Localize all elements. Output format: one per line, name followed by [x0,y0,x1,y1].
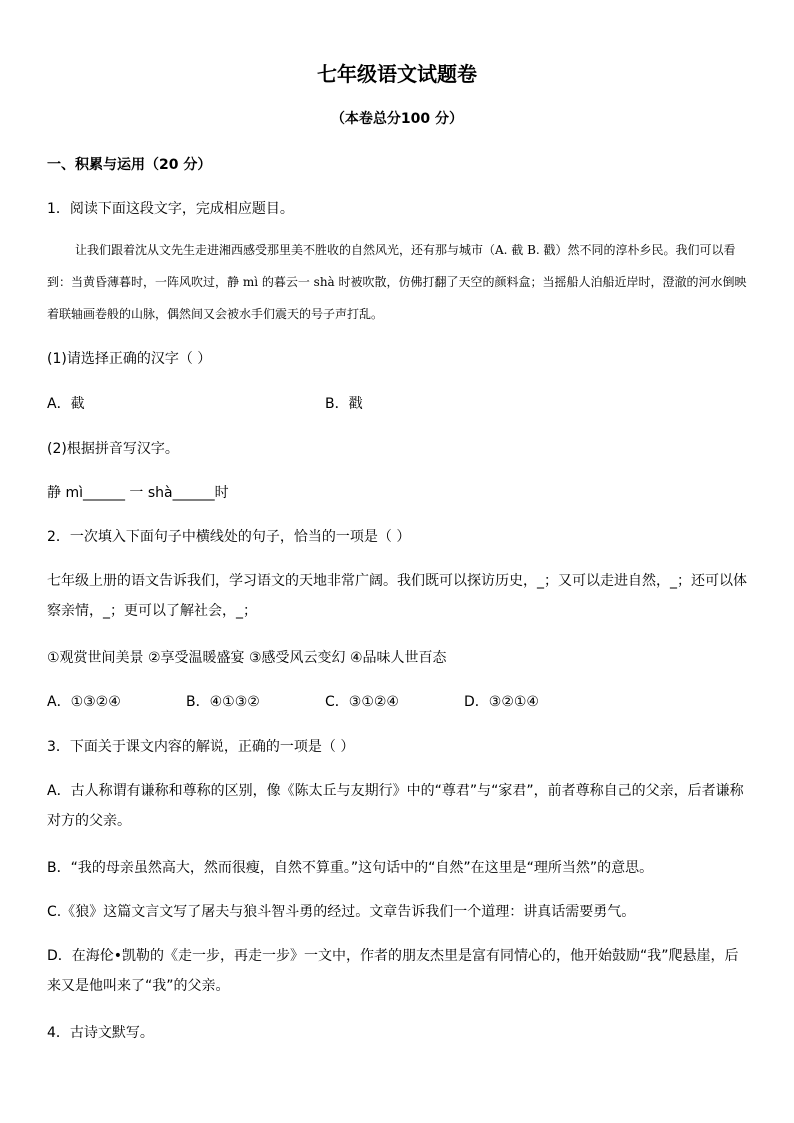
question-2-option-d: D．③②①④ [464,694,539,710]
question-2-option-b: B．④①③② [186,694,260,710]
question-3-option-a: A．古人称谓有谦称和尊称的区别，像《陈太丘与友期行》中的“尊君”与“家君”，前者尊称自己的父亲，后者谦称对方的父亲。 [47,783,744,829]
question-2-stem: 2．一次填入下面句子中横线处的句子，恰当的一项是（ ） [47,529,411,545]
question-1-fill-blank: 静 mì______ 一 shà______时 [47,485,229,501]
question-3-option-b: B．“我的母亲虽然高大，然而很瘦，自然不算重。”这句话中的“自然”在这里是“理所当然”的意思。 [47,860,654,876]
question-1-passage: 让我们跟着沈从文先生走进湘西感受那里美不胜收的自然风光，还有那与城市（A. 截 B. 戳）然不同的淳朴乡民。我们可以看到：当黄昏薄暮时，一阵风吹过，静 mì 的暮云一 shà 时被吹散，仿佛打翻了天空的颜料盒；当摇船人泊船近岸时，澄澈的河水倒映着联轴画卷般的山脉，偶然间又会被水手们震天的号子声打乱。 [47,243,747,321]
question-3-stem: 3．下面关于课文内容的解说，正确的一项是（ ） [47,739,355,755]
question-1-option-a: A．截 [47,396,85,412]
question-1-sub2: (2)根据拼音写汉字。 [47,441,179,457]
question-1-sub1: (1)请选择正确的汉字（ ） [47,351,212,367]
page-subtitle: （本卷总分100 分） [330,111,464,127]
question-3-option-c: C.《狼》这篇文言文写了屠夫与狼斗智斗勇的经过。文章告诉我们一个道理：讲真话需要勇气。 [47,904,636,920]
question-1-option-b: B．戳 [325,396,363,412]
question-3-option-d: D．在海伦•凯勒的《走一步，再走一步》一文中，作者的朋友杰里是富有同情心的，他开始鼓励“我”爬悬崖，后来又是他叫来了“我”的父亲。 [47,948,739,994]
question-2-text: 七年级上册的语文告诉我们，学习语文的天地非常广阔。我们既可以探访历史，_；又可以走进自然，_；还可以体察亲情，_；更可以了解社会，_； [47,573,747,619]
question-2-option-c: C．③①②④ [325,694,399,710]
question-4-stem: 4．古诗文默写。 [47,1025,154,1041]
question-1-stem: 1．阅读下面这段文字，完成相应题目。 [47,201,294,217]
question-2-option-a: A．①③②④ [47,694,121,710]
section-heading: 一、积累与运用（20 分） [47,157,212,173]
question-2-items: ①观赏世间美景 ②享受温暖盛宴 ③感受风云变幻 ④品味人世百态 [47,650,447,666]
page-title: 七年级语文试题卷 [317,62,477,86]
